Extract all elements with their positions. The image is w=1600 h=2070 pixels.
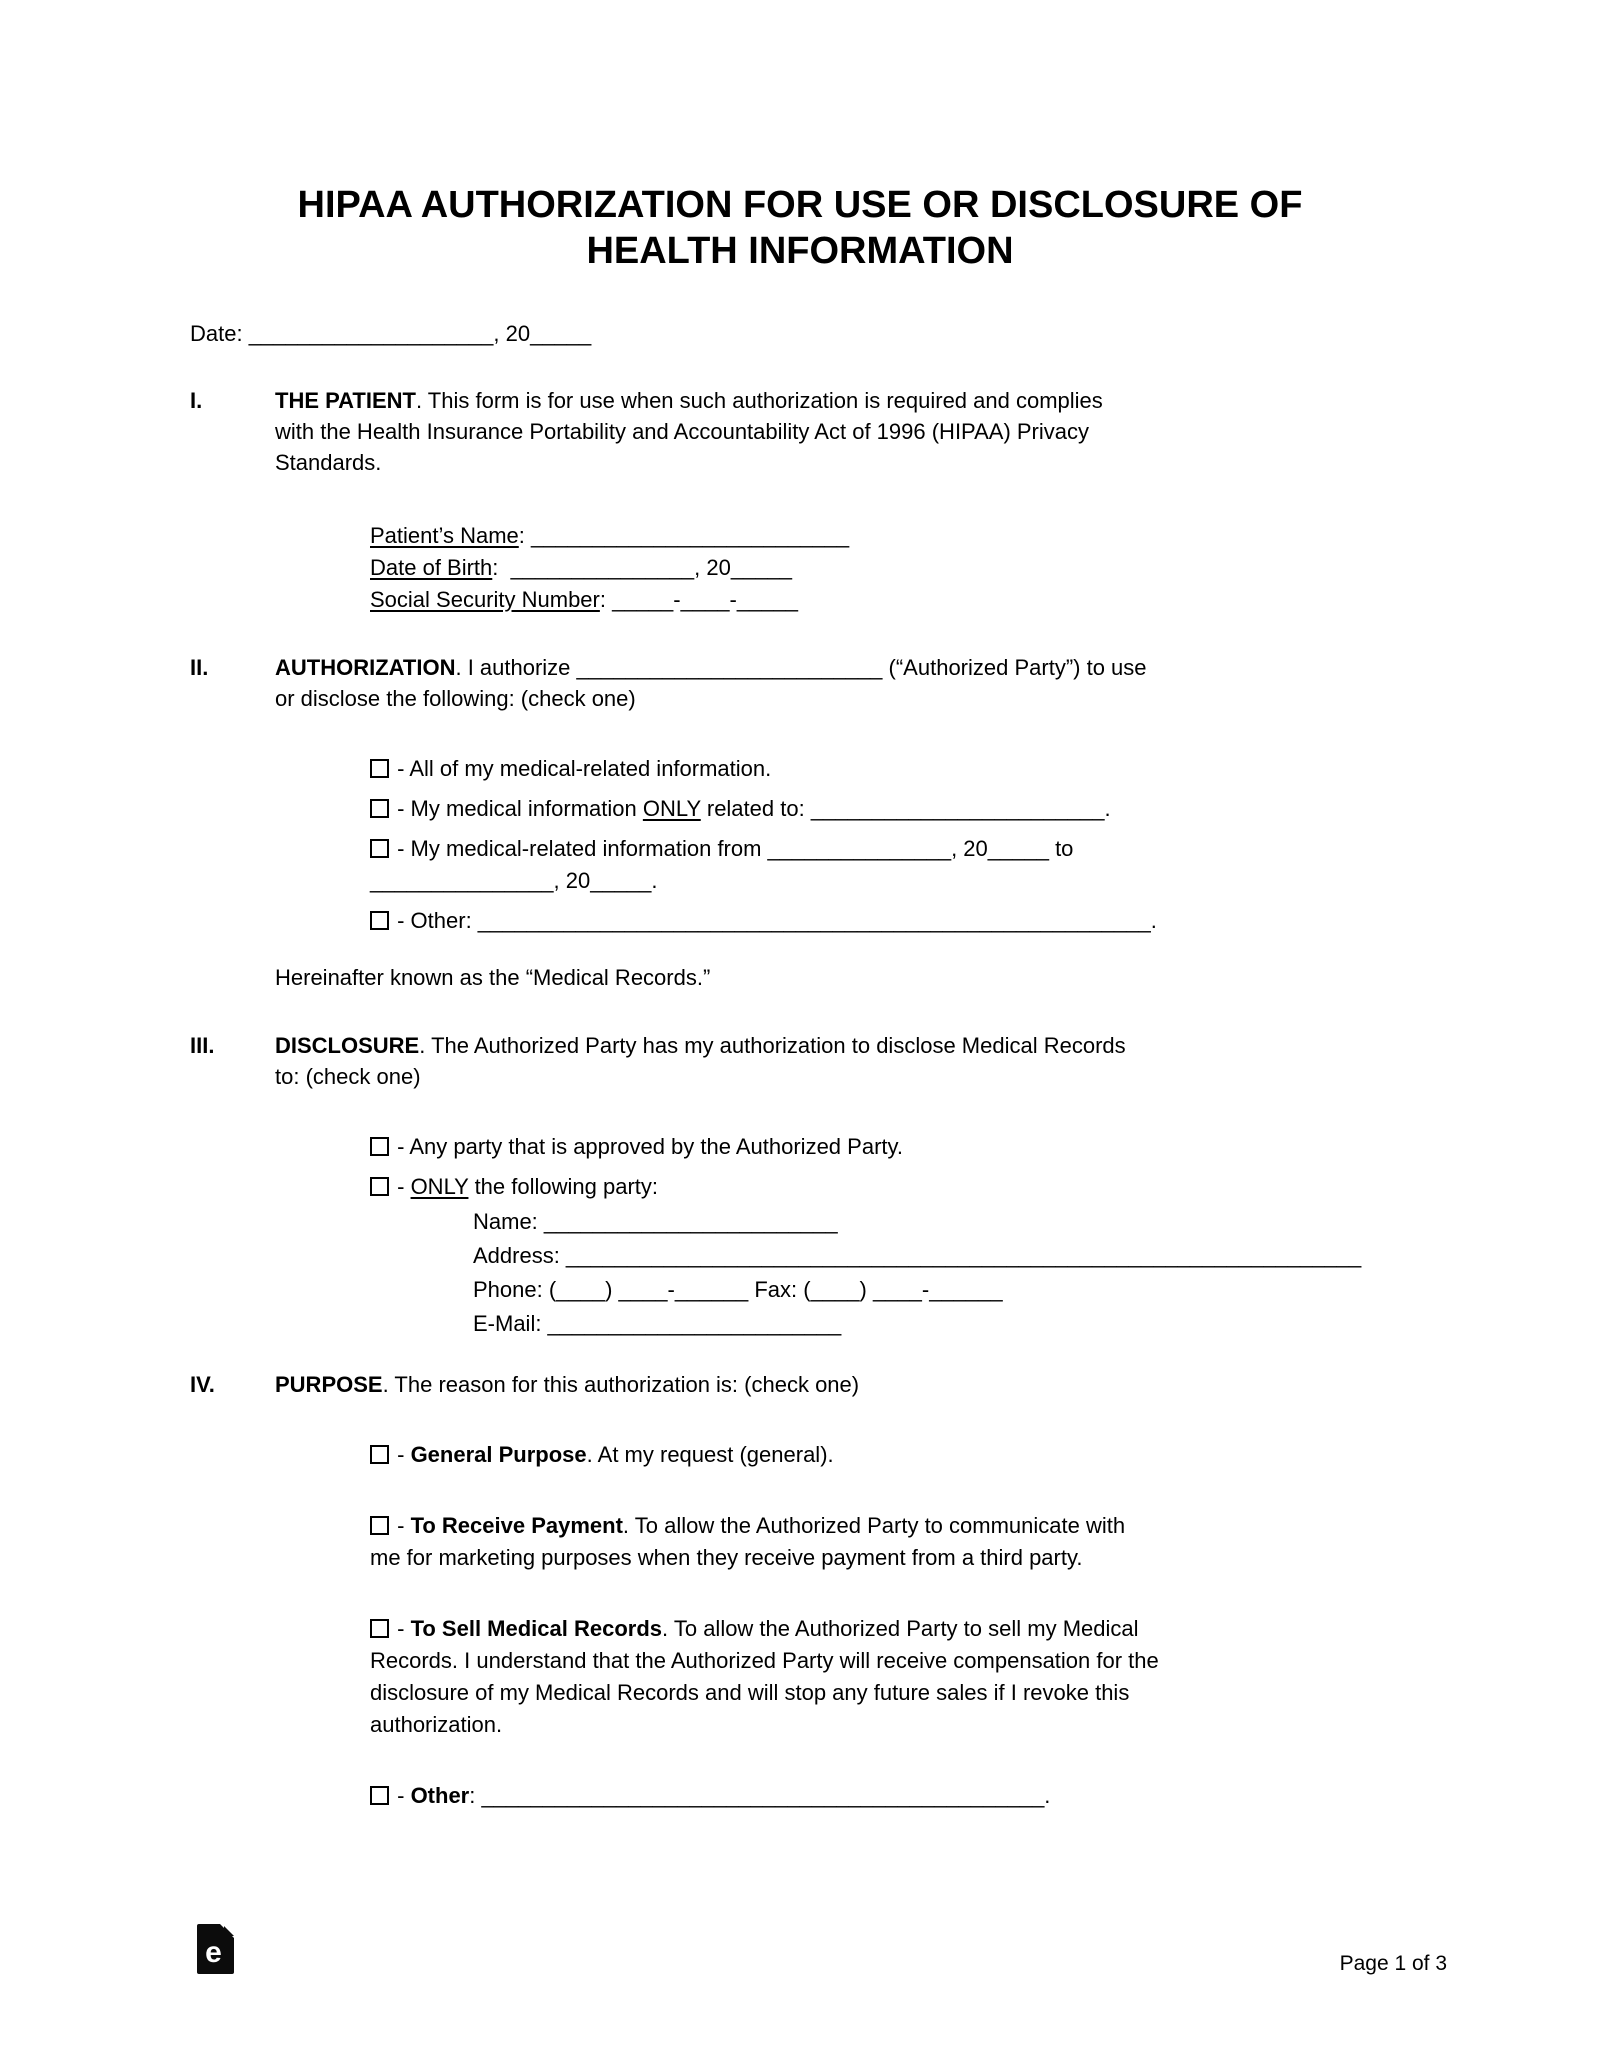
checkbox-icon[interactable]	[370, 1137, 389, 1156]
checkbox-label	[391, 1134, 903, 1159]
page-title	[150, 182, 1450, 274]
text-segment: ONLY	[410, 1174, 469, 1199]
checkbox-item	[370, 1131, 1410, 1163]
checkbox-label	[391, 908, 1157, 933]
patient-name-field[interactable]	[370, 520, 1410, 552]
section-numeral: II.	[190, 655, 209, 680]
text-segment: To Sell Medical Records	[410, 1616, 663, 1641]
section-disclosure	[190, 1030, 1410, 1349]
checkbox-label	[391, 756, 771, 781]
text-segment: - Any party that is approved by the Authorized Party.	[391, 1134, 903, 1159]
disclosure-options	[370, 1131, 1410, 1341]
text-segment: : ______________________________________________.	[469, 1783, 1051, 1808]
text-segment: -	[391, 1513, 411, 1538]
text-segment: : __________________________	[518, 523, 850, 548]
checkbox-label	[370, 836, 1073, 893]
page-title-line1: HIPAA AUTHORIZATION FOR USE OR DISCLOSURE OF	[297, 184, 1303, 226]
patient-fields	[370, 520, 1410, 616]
party-email-field[interactable]	[473, 1307, 1410, 1341]
checkbox-label	[391, 796, 1111, 821]
section-intro	[275, 652, 1410, 714]
checkbox-icon[interactable]	[370, 1516, 389, 1535]
checkbox-icon[interactable]	[370, 799, 389, 818]
text-segment: . This form is for use when such authorization is required and complies	[415, 388, 1103, 413]
text-segment: . The reason for this authorization is: (check one)	[382, 1372, 860, 1397]
text-segment: disclosure of my Medical Records and will stop any future sales if I revoke this	[370, 1680, 1130, 1705]
section-numeral: III.	[190, 1033, 215, 1058]
text-segment: Phone: (____) ____-______ Fax: (____) ____-______	[473, 1277, 1003, 1302]
text-segment: . The Authorized Party has my authorization to disclose Medical Records	[419, 1033, 1126, 1058]
party-phone-fax-field[interactable]	[473, 1273, 1410, 1307]
checkbox-item	[370, 753, 1410, 785]
text-segment: Address: _________________________________________________________________	[473, 1243, 1362, 1268]
section-intro	[275, 1030, 1410, 1092]
text-segment: . At my request (general).	[586, 1442, 834, 1467]
checkbox-label	[391, 1783, 1050, 1808]
text-segment: : _____-____-_____	[599, 587, 799, 612]
text-segment: Standards.	[275, 450, 382, 475]
page-title-line2: HEALTH INFORMATION	[586, 230, 1014, 272]
text-segment: PURPOSE	[275, 1372, 383, 1397]
checkbox-item	[370, 1510, 1410, 1574]
eforms-logo	[197, 1924, 234, 1974]
purpose-options	[370, 1439, 1410, 1812]
text-segment: _______________, 20_____.	[370, 868, 658, 893]
text-segment: -	[391, 1616, 411, 1641]
section-numeral: I.	[190, 388, 203, 413]
page-number: Page 1 of 3	[1339, 1952, 1447, 1975]
checkbox-icon[interactable]	[370, 1619, 389, 1638]
party-name-field[interactable]	[473, 1205, 1410, 1239]
text-segment: related to: ________________________.	[700, 796, 1111, 821]
checkbox-item	[370, 905, 1410, 937]
party-address-field[interactable]	[473, 1239, 1410, 1273]
text-segment: or disclose the following: (check one)	[275, 686, 636, 711]
section-intro	[275, 385, 1410, 478]
text-segment: . To allow the Authorized Party to communicate with	[622, 1513, 1126, 1538]
text-segment: authorization.	[370, 1712, 503, 1737]
checkbox-label	[391, 1442, 834, 1467]
checkbox-item	[370, 1171, 1410, 1341]
medical-records-note	[275, 962, 1410, 993]
text-segment: . To allow the Authorized Party to sell my Medical	[662, 1616, 1139, 1641]
text-segment: - Other: _______________________________________________________.	[391, 908, 1157, 933]
checkbox-item	[370, 1613, 1410, 1741]
checkbox-icon[interactable]	[370, 1445, 389, 1464]
checkbox-label	[370, 1616, 1159, 1737]
section-authorization	[190, 652, 1410, 993]
text-segment: -	[391, 1442, 411, 1467]
checkbox-item	[370, 833, 1410, 897]
text-segment: -	[391, 1783, 411, 1808]
text-segment: the following party:	[468, 1174, 658, 1199]
checkbox-icon[interactable]	[370, 911, 389, 930]
date-field-line	[190, 318, 1410, 349]
text-segment: -	[391, 1174, 411, 1199]
checkbox-label	[370, 1513, 1125, 1570]
authorization-options	[370, 753, 1410, 937]
text-segment: ONLY	[642, 796, 701, 821]
text-segment: Patient’s Name	[370, 523, 519, 548]
text-segment: : _______________, 20_____	[492, 555, 793, 580]
section-intro	[275, 1369, 1410, 1400]
checkbox-item	[370, 1780, 1410, 1812]
text-segment: DISCLOSURE	[275, 1033, 420, 1058]
text-segment: General Purpose	[410, 1442, 587, 1467]
text-segment: Name: ________________________	[473, 1209, 838, 1234]
text-segment: . I authorize _________________________ (“Authorized Party”) to use	[455, 655, 1147, 680]
checkbox-icon[interactable]	[370, 1786, 389, 1805]
text-segment: AUTHORIZATION	[275, 655, 456, 680]
text-segment: Date of Birth	[370, 555, 493, 580]
text-segment: E-Mail: ________________________	[473, 1311, 842, 1336]
checkbox-icon[interactable]	[370, 1177, 389, 1196]
text-segment: Other	[410, 1783, 470, 1808]
party-contact-fields	[473, 1205, 1410, 1341]
date-of-birth-field[interactable]	[370, 552, 1410, 584]
checkbox-item	[370, 1439, 1410, 1471]
checkbox-label	[391, 1174, 658, 1199]
eforms-logo-letter: e	[205, 1935, 222, 1969]
checkbox-item	[370, 793, 1410, 825]
checkbox-icon[interactable]	[370, 839, 389, 858]
text-segment: Hereinafter known as the “Medical Records.”	[275, 965, 711, 990]
text-segment: THE PATIENT	[275, 388, 416, 413]
section-numeral: IV.	[190, 1372, 215, 1397]
section-the-patient	[190, 385, 1410, 616]
ssn-field[interactable]	[370, 584, 1410, 616]
text-segment: Date: ____________________, 20_____	[190, 321, 592, 346]
text-segment: - My medical information	[391, 796, 643, 821]
text-segment: Records. I understand that the Authorized Party will receive compensation for the	[370, 1648, 1159, 1673]
text-segment: me for marketing purposes when they receive payment from a third party.	[370, 1545, 1083, 1570]
checkbox-icon[interactable]	[370, 759, 389, 778]
text-segment: - All of my medical-related information.	[391, 756, 772, 781]
text-segment: to: (check one)	[275, 1064, 421, 1089]
text-segment: with the Health Insurance Portability and Accountability Act of 1996 (HIPAA) Privacy	[275, 419, 1089, 444]
text-segment: Social Security Number	[370, 587, 600, 612]
section-purpose	[190, 1369, 1410, 1851]
text-segment: To Receive Payment	[410, 1513, 623, 1538]
text-segment: - My medical-related information from _______________, 20_____ to	[391, 836, 1074, 861]
